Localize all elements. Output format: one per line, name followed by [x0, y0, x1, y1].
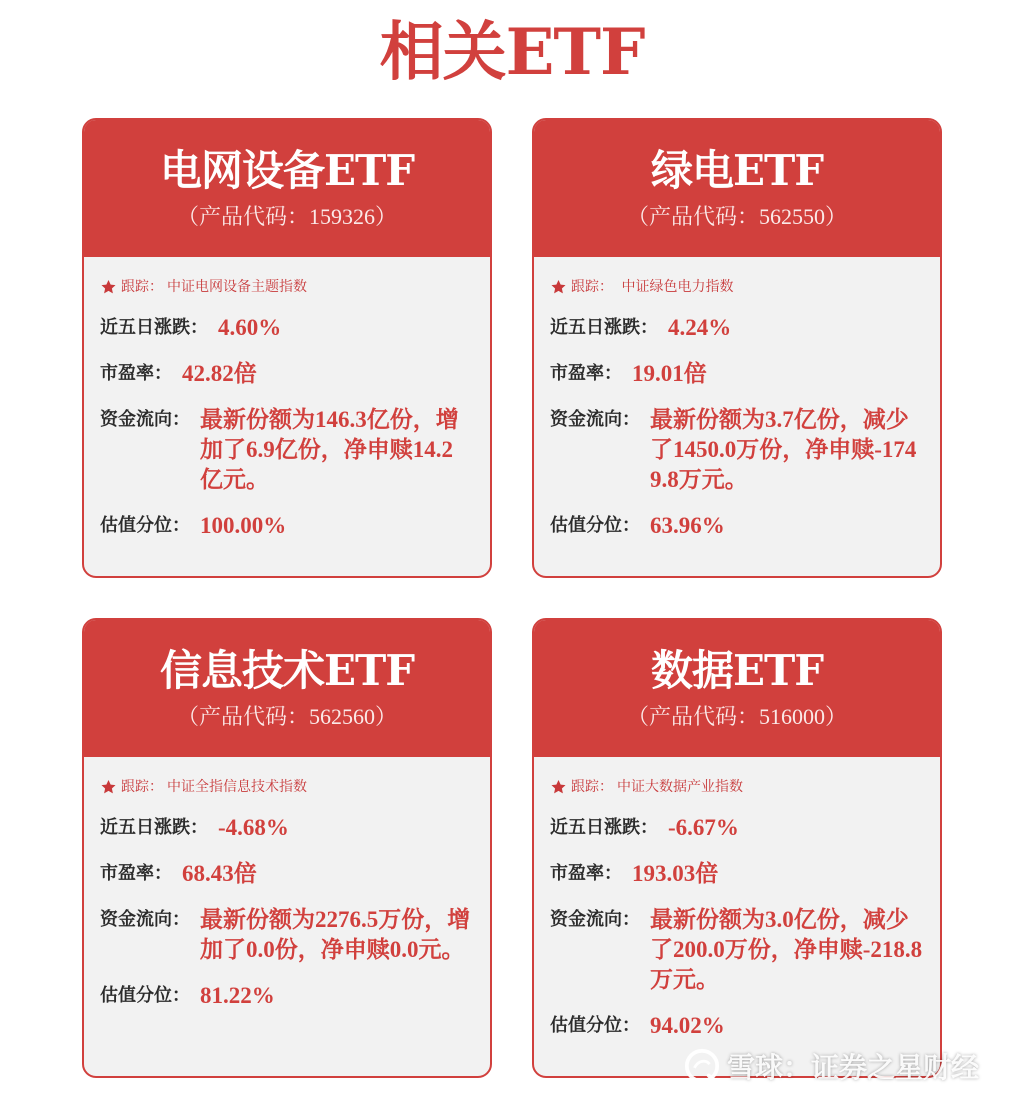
pe-label: 市盈率：	[550, 363, 622, 384]
pe-row	[550, 859, 924, 889]
etf-name: 绿电ETF	[650, 146, 824, 195]
star-icon	[550, 279, 567, 295]
valuation-label: 估值分位：	[100, 515, 190, 536]
tracking-index	[100, 277, 474, 297]
pe-value: 68.43倍	[182, 861, 257, 886]
valuation-value: 94.02%	[650, 1013, 725, 1038]
pe-row	[100, 359, 474, 389]
track-label: 跟踪：	[121, 779, 163, 795]
track-index-name: 中证绿色电力指数	[617, 279, 734, 295]
page-title: 相关ETF	[379, 15, 645, 90]
etf-name: 数据ETF	[650, 646, 824, 695]
change-5d-row	[550, 313, 924, 343]
change-5d-row	[100, 813, 474, 843]
fund-flow-label: 资金流向：	[550, 909, 640, 930]
valuation-row	[550, 511, 924, 541]
watermark	[683, 1046, 979, 1086]
card-body	[534, 257, 940, 541]
star-icon	[100, 279, 117, 295]
fund-flow-row	[550, 905, 924, 995]
card-body	[534, 757, 940, 1041]
valuation-label: 估值分位：	[550, 1015, 640, 1036]
fund-flow-row	[100, 405, 474, 495]
fund-flow-row	[550, 405, 924, 495]
pe-value: 19.01倍	[632, 361, 707, 386]
fund-flow-label: 资金流向：	[550, 409, 640, 430]
card-header	[84, 120, 490, 257]
valuation-row	[550, 1011, 924, 1041]
valuation-row	[100, 981, 474, 1011]
fund-flow-label: 资金流向：	[100, 409, 190, 430]
snowball-logo-icon	[683, 1047, 721, 1085]
star-icon	[550, 779, 567, 795]
watermark-text: 雪球：证券之星财经	[727, 1051, 980, 1084]
valuation-label: 估值分位：	[550, 515, 640, 536]
tracking-index	[100, 777, 474, 797]
card-body	[84, 257, 490, 541]
card-header	[534, 620, 940, 757]
change-5d-value: -6.67%	[668, 815, 739, 840]
etf-card-big-data	[532, 618, 942, 1078]
fund-flow-row	[100, 905, 474, 965]
etf-card-grid-power	[82, 118, 492, 578]
track-label: 跟踪：	[571, 779, 613, 795]
change-5d-label: 近五日涨跌：	[100, 317, 208, 338]
etf-name: 电网设备ETF	[159, 146, 415, 195]
valuation-label: 估值分位：	[100, 985, 190, 1006]
tracking-index	[550, 777, 924, 797]
fund-flow-value: 最新份额为2276.5万份，增加了0.0份，净申赎0.0元。	[200, 907, 471, 962]
pe-row	[100, 859, 474, 889]
change-5d-value: -4.68%	[218, 815, 289, 840]
valuation-row	[100, 511, 474, 541]
product-code: （产品代码：516000）	[626, 704, 847, 729]
etf-card-info-tech	[82, 618, 492, 1078]
product-code: （产品代码：562550）	[626, 204, 847, 229]
change-5d-label: 近五日涨跌：	[100, 817, 208, 838]
change-5d-value: 4.24%	[668, 315, 732, 340]
etf-name: 信息技术ETF	[159, 646, 415, 695]
track-index-name: 中证大数据产业指数	[617, 779, 743, 795]
change-5d-row	[100, 313, 474, 343]
valuation-value: 100.00%	[200, 513, 287, 538]
fund-flow-value: 最新份额为3.0亿份，减少了200.0万份，净申赎-218.8万元。	[650, 907, 923, 992]
card-body	[84, 757, 490, 1011]
card-header	[84, 620, 490, 757]
pe-label: 市盈率：	[100, 863, 172, 884]
product-code: （产品代码：562560）	[176, 704, 397, 729]
track-label: 跟踪：	[571, 279, 613, 295]
tracking-index	[550, 277, 924, 297]
etf-card-green-power	[532, 118, 942, 578]
track-index-name: 中证全指信息技术指数	[167, 779, 307, 795]
product-code: （产品代码：159326）	[176, 204, 397, 229]
change-5d-label: 近五日涨跌：	[550, 317, 658, 338]
pe-label: 市盈率：	[100, 363, 172, 384]
pe-row	[550, 359, 924, 389]
pe-label: 市盈率：	[550, 863, 622, 884]
fund-flow-label: 资金流向：	[100, 909, 190, 930]
track-label: 跟踪：	[121, 279, 163, 295]
change-5d-row	[550, 813, 924, 843]
pe-value: 42.82倍	[182, 361, 257, 386]
change-5d-label: 近五日涨跌：	[550, 817, 658, 838]
pe-value: 193.03倍	[632, 861, 719, 886]
track-index-name: 中证电网设备主题指数	[167, 279, 307, 295]
fund-flow-value: 最新份额为146.3亿份，增加了6.9亿份，净申赎14.2亿元。	[200, 407, 459, 492]
change-5d-value: 4.60%	[218, 315, 282, 340]
valuation-value: 63.96%	[650, 513, 725, 538]
valuation-value: 81.22%	[200, 983, 275, 1008]
fund-flow-value: 最新份额为3.7亿份，减少了1450.0万份，净申赎-1749.8万元。	[650, 407, 917, 492]
card-header	[534, 120, 940, 257]
star-icon	[100, 779, 117, 795]
